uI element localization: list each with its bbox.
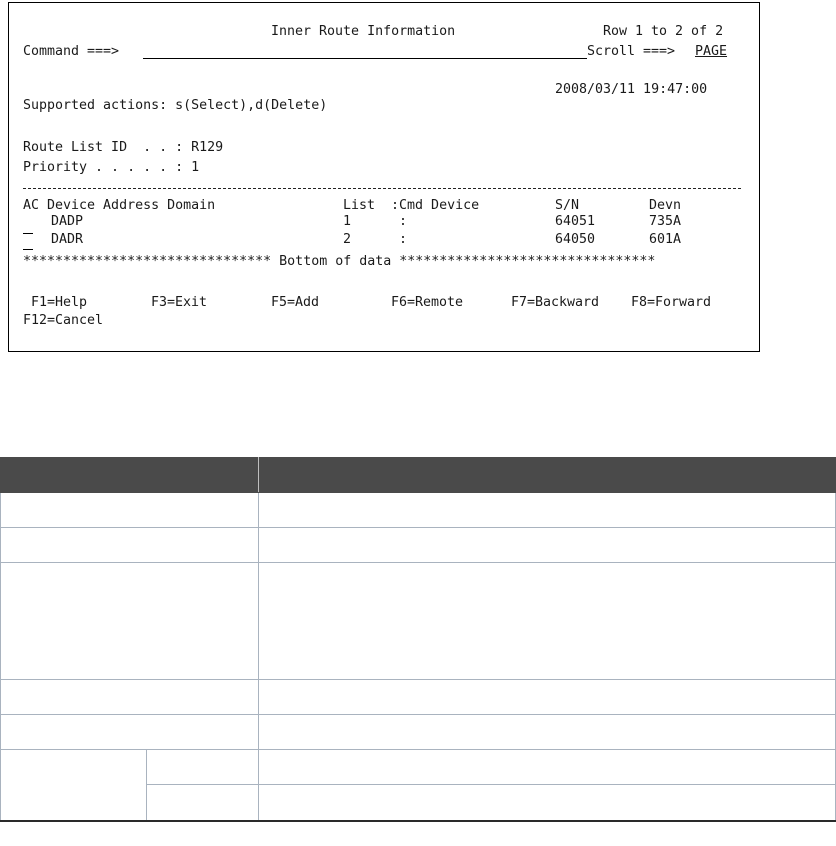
table-cell [1,493,259,528]
table-cell [1,715,259,750]
separator-line [23,188,741,189]
table-cell [258,680,835,715]
command-underline [143,58,587,59]
table-cell [258,563,835,680]
f1-help-key[interactable]: F1=Help [31,295,88,310]
table-cell [258,715,835,750]
table-header-cell [258,458,835,493]
row-list: 2 [343,232,352,247]
row-device: DADP [51,214,84,229]
screen-title: Inner Route Information [271,24,456,39]
row-sn: 64051 [555,214,596,229]
table-cell [146,750,258,785]
row-cmd-device: : [399,232,408,247]
table-cell [258,493,835,528]
supported-actions: Supported actions: s(Select),d(Delete) [23,98,328,113]
table-cell [1,750,147,821]
table-cell [258,528,835,563]
priority: Priority . . . . . : 1 [23,160,200,175]
row-device: DADR [51,232,84,247]
scroll-value[interactable]: PAGE [695,44,728,59]
f7-backward-key[interactable]: F7=Backward [511,295,600,310]
table-header-cell [1,458,259,493]
row-devn: 601A [649,232,682,247]
table-cell [1,680,259,715]
bottom-of-data: ******************************* Bottom of data ******************************** [23,254,656,269]
table-row [1,528,836,563]
table-cell [258,785,835,821]
timestamp: 2008/03/11 19:47:00 [555,82,708,97]
table-row [1,750,836,785]
col-ac-device: AC Device Address Domain [23,198,216,213]
description-table [0,457,836,822]
command-input[interactable] [143,43,587,59]
table-row [1,493,836,528]
col-list: List :Cmd Device [343,198,480,213]
table-row [1,680,836,715]
route-list-id: Route List ID . . : R129 [23,140,224,155]
f3-exit-key[interactable]: F3=Exit [151,295,208,310]
row-info: Row 1 to 2 of 2 [603,24,724,39]
table-cell [258,750,835,785]
row-select-field[interactable] [23,233,33,250]
f5-add-key[interactable]: F5=Add [271,295,320,310]
table-cell [1,528,259,563]
table-cell [146,785,258,821]
row-cmd-device: : [399,214,408,229]
row-select-field[interactable] [23,217,33,234]
scroll-label: Scroll ===> [587,44,676,59]
table-header-row [1,458,836,493]
row-list: 1 [343,214,352,229]
table-row [1,715,836,750]
table-row [1,563,836,680]
f8-forward-key[interactable]: F8=Forward [631,295,712,310]
terminal-screen [8,2,760,352]
col-sn: S/N [555,198,580,213]
f12-cancel-key[interactable]: F12=Cancel [23,313,104,328]
row-devn: 735A [649,214,682,229]
row-sn: 64050 [555,232,596,247]
f6-remote-key[interactable]: F6=Remote [391,295,464,310]
col-devn: Devn [649,198,682,213]
command-label: Command ===> [23,44,120,59]
table-cell [1,563,259,680]
